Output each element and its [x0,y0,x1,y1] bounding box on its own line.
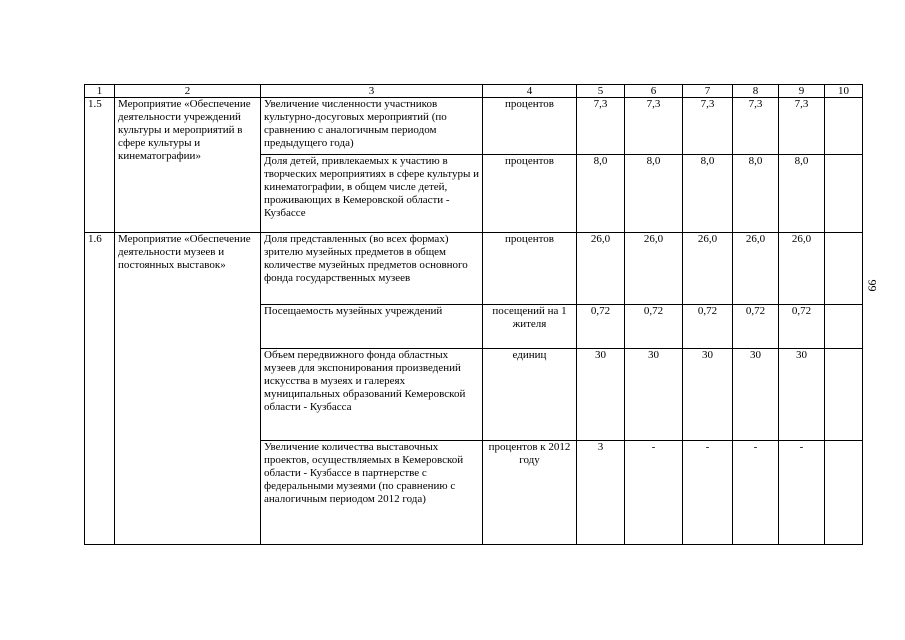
header-cell: 6 [625,85,683,98]
indicator-unit: процентов [483,98,577,155]
value-cell [825,441,863,545]
event-name: Мероприятие «Обеспечение деятельности учреждений культуры и мероприятий в сфере культуры и кинематографии» [115,98,261,233]
value-cell: 7,3 [779,98,825,155]
value-cell: 26,0 [625,233,683,305]
value-cell: 26,0 [733,233,779,305]
header-cell: 3 [261,85,483,98]
value-cell: 30 [779,349,825,441]
value-cell: 8,0 [625,155,683,233]
indicator-unit: процентов [483,233,577,305]
value-cell: 7,3 [733,98,779,155]
value-cell: 7,3 [625,98,683,155]
value-cell: 26,0 [577,233,625,305]
indicator-name: Объем передвижного фонда областных музеев для экспонирования произведений искусства в музеях и галереях муниципальных образований Кемеровской области - Кузбасса [261,349,483,441]
indicator-name: Доля детей, привлекаемых к участию в творческих мероприятиях в сфере культуры и кинематографии, в общем числе детей, проживающих в Кемеровской области - Кузбассе [261,155,483,233]
value-cell: 0,72 [625,305,683,349]
value-cell: 0,72 [683,305,733,349]
header-cell: 1 [85,85,115,98]
header-row [85,85,863,98]
value-cell [825,349,863,441]
header-cell: 7 [683,85,733,98]
header-cell: 4 [483,85,577,98]
value-cell [825,305,863,349]
value-cell: 3 [577,441,625,545]
indicator-name: Увеличение численности участников культурно-досуговых мероприятий (по сравнению с аналогичным периодом предыдущего года) [261,98,483,155]
row-number: 1.5 [85,98,115,233]
table-row [85,98,863,155]
value-cell: 0,72 [733,305,779,349]
indicator-name: Посещаемость музейных учреждений [261,305,483,349]
value-cell: 30 [625,349,683,441]
value-cell: 7,3 [683,98,733,155]
value-cell: 7,3 [577,98,625,155]
header-cell: 8 [733,85,779,98]
indicator-name: Увеличение количества выставочных проектов, осуществляемых в Кемеровской области - Кузбассе в партнерстве с федеральными музеями (по сравнению с аналогичным периодом 2012 года) [261,441,483,545]
value-cell: 0,72 [577,305,625,349]
value-cell: 8,0 [779,155,825,233]
indicator-unit: процентов к 2012 году [483,441,577,545]
indicator-unit: единиц [483,349,577,441]
value-cell: - [625,441,683,545]
event-name: Мероприятие «Обеспечение деятельности музеев и постоянных выставок» [115,233,261,545]
value-cell: 0,72 [779,305,825,349]
page-number: 99 [865,279,880,292]
indicator-unit: процентов [483,155,577,233]
header-cell: 2 [115,85,261,98]
value-cell: 30 [733,349,779,441]
value-cell [825,233,863,305]
header-cell: 10 [825,85,863,98]
table-row [85,233,863,305]
value-cell: - [683,441,733,545]
value-cell: 8,0 [577,155,625,233]
value-cell: 26,0 [779,233,825,305]
value-cell: 30 [577,349,625,441]
value-cell: 30 [683,349,733,441]
data-table [84,84,863,545]
header-cell: 5 [577,85,625,98]
value-cell: 8,0 [733,155,779,233]
value-cell: 8,0 [683,155,733,233]
value-cell [825,98,863,155]
header-cell: 9 [779,85,825,98]
value-cell: - [779,441,825,545]
value-cell [825,155,863,233]
value-cell: - [733,441,779,545]
value-cell: 26,0 [683,233,733,305]
row-number: 1.6 [85,233,115,545]
indicator-name: Доля представленных (во всех формах) зрителю музейных предметов в общем количестве музейных предметов основного фонда государственных музеев [261,233,483,305]
indicator-unit: посещений на 1 жителя [483,305,577,349]
